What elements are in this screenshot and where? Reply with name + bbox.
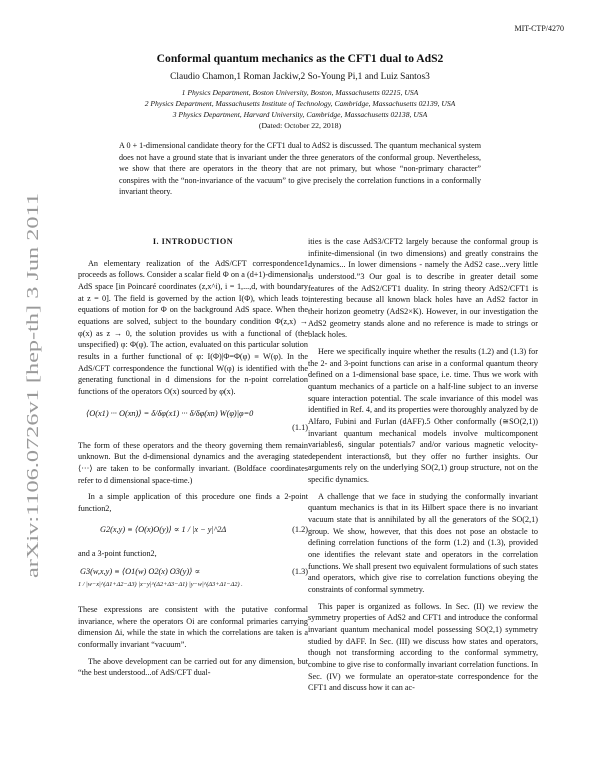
equation-number: (1.2) [292, 525, 308, 535]
equation-body-line2: 1 / |w−x|^(Δ1+Δ2−Δ3) |x−y|^(Δ2+Δ3−Δ1) |y−w|^(Δ3+Δ1−Δ2) . [78, 581, 243, 589]
equation-1-3 [78, 566, 308, 598]
arxiv-stamp [14, 190, 48, 580]
paragraph: ities is the case AdS3/CFT2 largely because the conformal group is infinite-dimensional (in two dimensions) and greatly constrains the dynamics... In lower dimensions - namely the AdS2 case...very little is understood.”3 Our goal is to describe in greater detail some features of the AdS2/CFT1 duality. In string theory AdS2/CFT1 is interesting because all known black holes have an AdS2 factor in their horizon geometry (AdS2×K). However, in our investigation the AdS2 geometry stands alone and no reference is made to strings or black holes. [308, 237, 538, 340]
affiliation-1: 1 Physics Department, Boston University, Boston, Massachusetts 02215, USA [181, 88, 419, 97]
arxiv-stamp-svg [14, 190, 48, 580]
section-heading: I. INTRODUCTION [152, 237, 234, 246]
equation-1-2 [78, 520, 308, 542]
equation-body: G2(x,y) ≡ ⟨O(x)O(y)⟩ ∝ 1 / |x − y|^2Δ [100, 525, 227, 535]
date-line: (Dated: October 22, 2018) [258, 121, 342, 130]
author-list: Claudio Chamon,1 Roman Jackiw,2 So-Young Pi,1 and Luiz Santos3 [170, 72, 430, 82]
report-number: MIT-CTP/4270 [514, 24, 564, 33]
right-column [308, 236, 538, 699]
equation-number: (1.1) [292, 422, 308, 432]
paper-title: Conformal quantum mechanics as the CFT1 dual to AdS2 [156, 52, 444, 65]
affiliation-2: 2 Physics Department, Massachusetts Institute of Technology, Cambridge, Massachusetts 02139, USA [144, 99, 456, 108]
paragraph: The form of these operators and the theory governing them remain unknown. But the d-dimensional dynamics and the averaging state ⟨···⟩ are taken to be conformally invariant. (Boldface coordinates refer to d dimensional space-time.) [78, 440, 308, 485]
arxiv-stamp-text: arXiv:1106.0726v1 [hep-th] 3 Jun 2011 [23, 316, 42, 578]
paragraph: The above development can be carried out for any dimension, but “the best understood...of AdS/CFT dual- [78, 656, 308, 678]
equation-number: (1.3) [292, 567, 308, 577]
paragraph: In a simple application of this procedure one finds a 2-point function2, [78, 492, 308, 513]
paragraph: and a 3-point function2, [78, 549, 157, 559]
paragraph: Here we specifically inquire whether the results (1.2) and (1.3) for the 2- and 3-point functions can arise in a conformal quantum theory defined on a 1-dimensional base space, i.e. time. Thus we work with quantum mechanics of a particle on a half-line subject to an inverse square interaction potential. The scale invariance of this model was identified in Ref. 4, and its properties were thoroughly analyzed by de Alfaro, Fubini and Furlan (dAFF).5 Other conformally (≅SO(2,1)) invariant quantum mechanical models involve multicomponent variables6, singular potentials7 and/or various magnetic velocity-dependent interactions8, but they offer no further insights. Our arguments rely on the underlying SO(2,1) group structure, not on the specific dynamics. [308, 346, 538, 485]
paragraph: A challenge that we face in studying the conformally invariant quantum mechanics is that in its Hilbert space there is no invariant vacuum state that is annihilated by all the generators of the SO(2,1) group. We show, however, that this does not pose an obstacle to defining correlation functions of the form (1.2) and (1.3), provided one identifies the relevant state and operators in the correlation functions. We shall present two equivalent formulations of such states and operators, which give rise to correlation functions obeying the constraints of conformal symmetry. [308, 491, 538, 595]
equation-1-1 [78, 404, 308, 434]
equation-body: ⟨O(x1) ··· O(xn)⟩ = δ/δφ(x1) ··· δ/δφ(xn) W(φ)|φ=0 [86, 408, 254, 418]
abstract: A 0 + 1-dimensional candidate theory for the CFT1 dual to AdS2 is discussed. The quantum mechanical system does not have a ground state that is invariant under the three generators of the conformal group. Nevertheless, we show that there are operators in the theory that are not primary, but whose “non-primary character” conspires with the “non-invariance of the vacuum” to give precisely the correlation functions in a conformally invariant theory. [119, 141, 481, 196]
left-column [78, 236, 308, 684]
paragraph: These expressions are consistent with the putative conformal invariance, where the operators Oi are conformal primaries carrying dimension Δi, while the state in which the correlations are taken is a conformally invariant “vacuum”. [78, 605, 308, 650]
equation-body-line1: G3(w,x,y) ≡ ⟨O1(w) O2(x) O3(y)⟩ ∝ [80, 567, 201, 577]
affiliation-3: 3 Physics Department, Harvard University, Cambridge, Massachusetts 02138, USA [172, 110, 428, 119]
paragraph: This paper is organized as follows. In Sec. (II) we review the symmetry properties of AdS2 and CFT1 and introduce the conformal invariant quantum mechanical model possessing SO(2,1) symmetry studied by dAFF. In Sec. (III) we discuss how states and operators, though not transforming according to the conformal symmetry, combine to give rise to conformally invariant correlation functions. In Sec. (IV) we formulate an operator-state correspondence for the CFT1 and discuss how it can ac- [308, 601, 538, 693]
paragraph: An elementary realization of the AdS/CFT correspondence1 proceeds as follows. Consider a scalar field Φ on a (d+1)-dimensional AdS space [in Poincaré coordinates (z,x^i), i = 1,...,d, with boundary at z = 0]. The field is governed by the action I(Φ), which leads to equations of motion for Φ on the background AdS space. When the equations are solved, subject to the boundary condition Φ(z,x) → φ(x) as z → 0, the solution provides us with a functional of (the unspecified) φ: Φ(φ). The action, evaluated on this particular solution results in a further functional of φ: I(Φ)|Φ=Φ(φ) ≡ W(φ). In the AdS/CFT correspondence the functional W(φ) is identified with the generating functional in d dimensions for the n-point correlation functions of the operators O(x) sourced by φ(x). [78, 258, 308, 396]
